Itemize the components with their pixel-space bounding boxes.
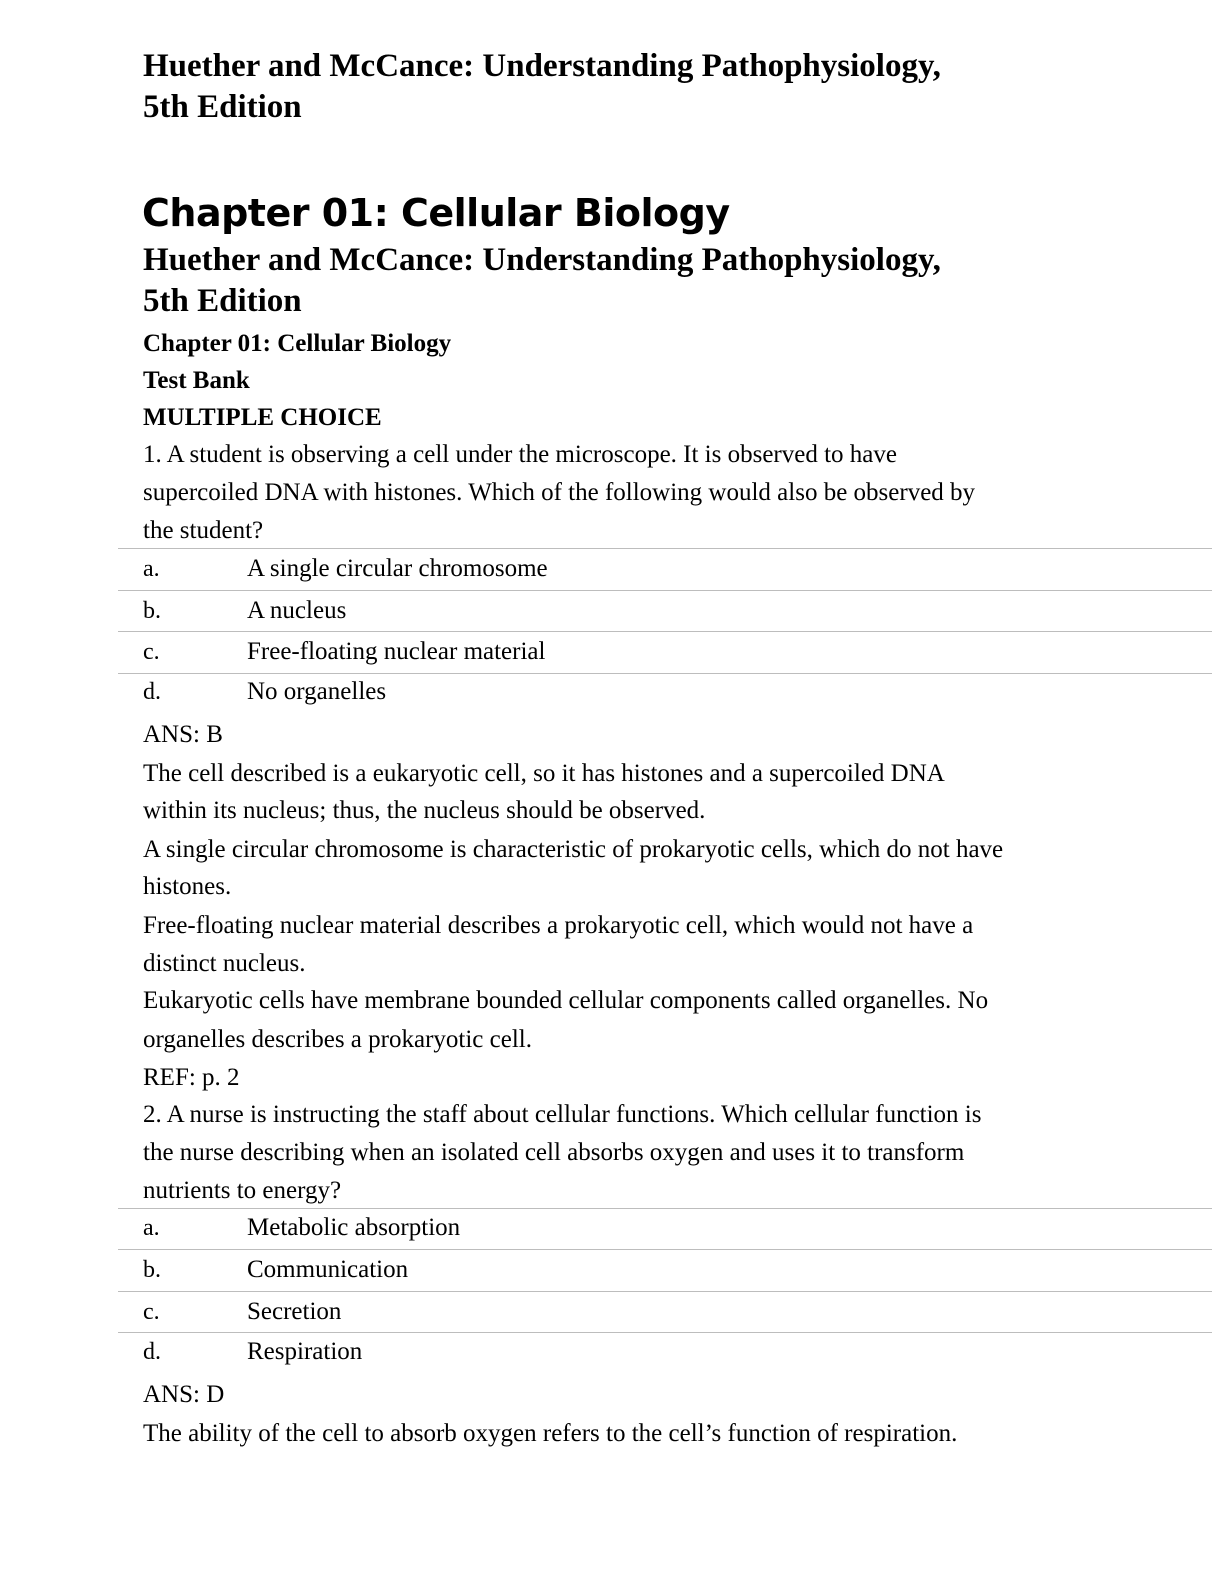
book-title-line-2: 5th Edition — [143, 89, 302, 125]
section-label: MULTIPLE CHOICE — [143, 404, 382, 431]
question-1-option-b — [118, 591, 1212, 631]
question-2-rationale-line-1: The ability of the cell to absorb oxygen refers to the cell’s function of respiration. — [143, 1420, 958, 1447]
question-1-rationale-line-1: The cell described is a eukaryotic cell, so it has histones and a supercoiled DNA — [143, 760, 945, 787]
test-bank-label: Test Bank — [143, 367, 250, 394]
question-1-rationale-line-4: histones. — [143, 873, 232, 900]
question-2-stem-line-3: nutrients to energy? — [143, 1177, 342, 1204]
question-1-reference: REF: p. 2 — [143, 1064, 240, 1091]
question-1-option-a — [118, 549, 1212, 589]
option-text: A single circular chromosome — [247, 555, 548, 582]
option-text: Respiration — [247, 1338, 363, 1365]
question-2-answer: ANS: D — [143, 1381, 225, 1408]
question-1-rationale-line-3: A single circular chromosome is characteristic of prokaryotic cells, which do not have — [143, 836, 1004, 863]
option-letter: a. — [143, 556, 160, 582]
option-letter: c. — [143, 639, 160, 665]
question-1-stem-line-1: 1. A student is observing a cell under the microscope. It is observed to have — [143, 441, 897, 468]
question-1-option-c — [118, 632, 1212, 672]
question-1-rationale-line-7: Eukaryotic cells have membrane bounded cellular components called organelles. No — [143, 987, 989, 1014]
question-1-stem-line-2: supercoiled DNA with histones. Which of the following would also be observed by — [143, 479, 976, 506]
question-1-answer: ANS: B — [143, 721, 223, 748]
question-2-stem-line-2: the nurse describing when an isolated cell absorbs oxygen and uses it to transform — [143, 1139, 965, 1166]
option-letter: d. — [143, 679, 161, 705]
question-2-option-a — [118, 1208, 1212, 1248]
option-letter: a. — [143, 1215, 160, 1241]
option-letter: c. — [143, 1299, 160, 1325]
option-text: A nucleus — [247, 597, 347, 624]
chapter-heading: Chapter 01: Cellular Biology — [142, 191, 730, 235]
question-1-rationale-line-6: distinct nucleus. — [143, 950, 306, 977]
book-title-line-1: Huether and McCance: Understanding Pathophysiology, — [143, 48, 941, 84]
option-letter: b. — [143, 1257, 161, 1283]
chapter-book-title-line-2: 5th Edition — [143, 283, 302, 319]
option-text: Communication — [247, 1256, 409, 1283]
question-2-option-d — [118, 1332, 1212, 1372]
chapter-label: Chapter 01: Cellular Biology — [143, 330, 452, 357]
option-text: Metabolic absorption — [247, 1214, 461, 1241]
question-2-stem-line-1: 2. A nurse is instructing the staff about cellular functions. Which cellular function is — [143, 1101, 982, 1128]
question-1-rationale-line-8: organelles describes a prokaryotic cell. — [143, 1026, 532, 1053]
question-2-option-b — [118, 1250, 1212, 1290]
question-1-stem-line-3: the student? — [143, 517, 264, 544]
question-1-rationale-line-5: Free-floating nuclear material describes a prokaryotic cell, which would not have a — [143, 912, 974, 939]
option-letter: d. — [143, 1339, 161, 1365]
option-text: No organelles — [247, 678, 387, 705]
question-1-rationale-line-2: within its nucleus; thus, the nucleus should be observed. — [143, 797, 706, 824]
question-2-option-c — [118, 1292, 1212, 1332]
question-1-option-d — [118, 672, 1212, 712]
option-text: Secretion — [247, 1298, 342, 1325]
option-letter: b. — [143, 598, 161, 624]
chapter-book-title-line-1: Huether and McCance: Understanding Pathophysiology, — [143, 242, 941, 278]
option-text: Free-floating nuclear material — [247, 638, 546, 665]
